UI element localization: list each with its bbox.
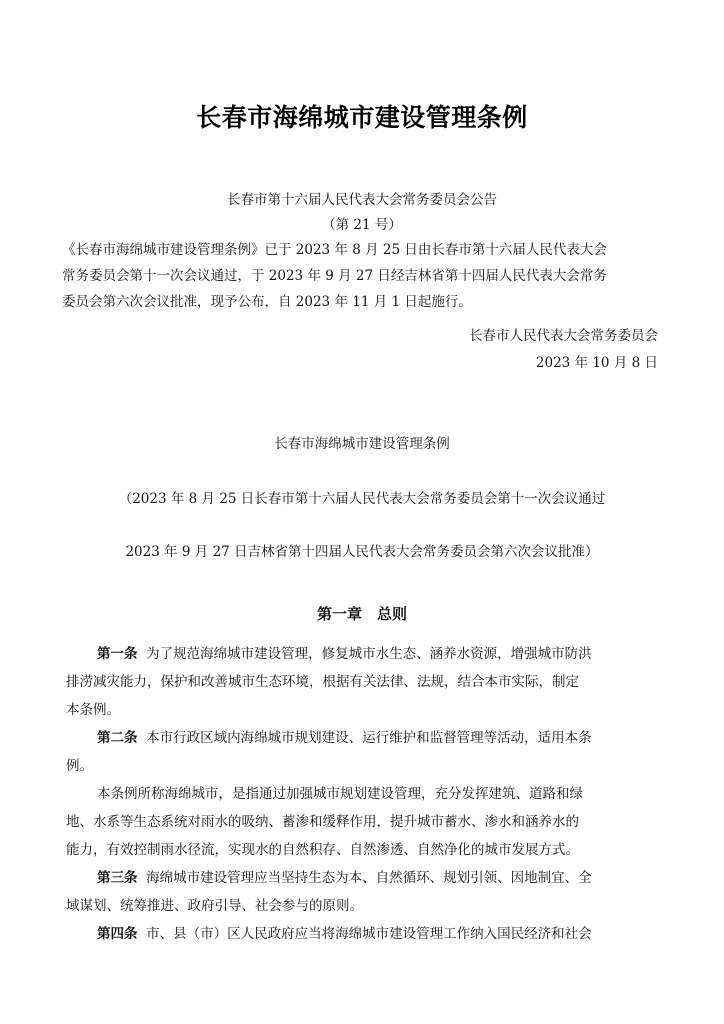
announcement-line: 委员会第六次会议批准，现予公布，自 2023 年 11 月 1 日起施行。 <box>62 294 472 310</box>
article-label: 第二条 <box>97 730 138 746</box>
announcement-line: 常务委员会第十一次会议通过，于 2023 年 9 月 27 日经吉林省第十四届人民代表大会常务 <box>62 268 607 284</box>
article-2-line <box>66 724 658 752</box>
announcement-signature: 长春市人民代表大会常务委员会 <box>469 328 658 344</box>
article-2-paragraph-line: 本条例所称海绵城市，是指通过加强城市规划建设管理，充分发挥建筑、道路和绿 <box>97 786 583 802</box>
articles-body <box>66 640 658 948</box>
announcement-line: 《长春市海绵城市建设管理条例》已于 2023 年 8 月 25 日由长春市第十六届人民代表大会 <box>62 242 607 258</box>
chapter-heading: 第一章 总则 <box>316 605 407 623</box>
article-label: 第一条 <box>97 646 138 662</box>
article-1-line <box>66 640 658 668</box>
document-title: 长春市海绵城市建设管理条例 <box>196 103 528 132</box>
article-text: 市、县（市）区人民政府应当将海绵城市建设管理工作纳入国民经济和社会 <box>146 926 592 942</box>
approval-line-1: （2023 年 8 月 25 日长春市第十六届人民代表大会常务委员会第十一次会议通过 <box>118 491 606 507</box>
article-3-line: 域谋划、统筹推进、政府引导、社会参与的原则。 <box>66 898 363 914</box>
announcement-number: （第 21 号） <box>322 217 402 233</box>
article-1-line: 本条例。 <box>66 702 120 718</box>
article-2-paragraph-line: 地、水系等生态系统对雨水的吸纳、蓄渗和缓释作用，提升城市蓄水、渗水和涵养水的 <box>66 814 579 830</box>
regulation-title: 长春市海绵城市建设管理条例 <box>274 436 450 452</box>
article-3-line <box>66 864 658 892</box>
article-text: 海绵城市建设管理应当坚持生态为本、自然循环、规划引领、因地制宜、全 <box>146 870 592 886</box>
article-2-paragraph-line: 能力，有效控制雨水径流，实现水的自然积存、自然渗透、自然净化的城市发展方式。 <box>66 842 579 858</box>
article-label: 第四条 <box>97 926 138 942</box>
article-label: 第三条 <box>97 870 138 886</box>
article-text: 为了规范海绵城市建设管理，修复城市水生态、涵养水资源，增强城市防洪 <box>146 646 592 662</box>
article-4-line <box>66 920 658 948</box>
article-2-line: 例。 <box>66 758 93 774</box>
approval-line-2: 2023 年 9 月 27 日吉林省第十四届人民代表大会常务委员会第六次会议批准） <box>125 544 599 560</box>
article-1-line: 排涝减灾能力，保护和改善城市生态环境，根据有关法律、法规，结合本市实际，制定 <box>66 674 579 690</box>
announcement-issuer: 长春市第十六届人民代表大会常务委员会公告 <box>227 192 497 208</box>
announcement-date: 2023 年 10 月 8 日 <box>535 355 658 371</box>
announcement-body <box>62 237 607 315</box>
article-text: 本市行政区域内海绵城市规划建设、运行维护和监督管理等活动，适用本条 <box>146 730 592 746</box>
